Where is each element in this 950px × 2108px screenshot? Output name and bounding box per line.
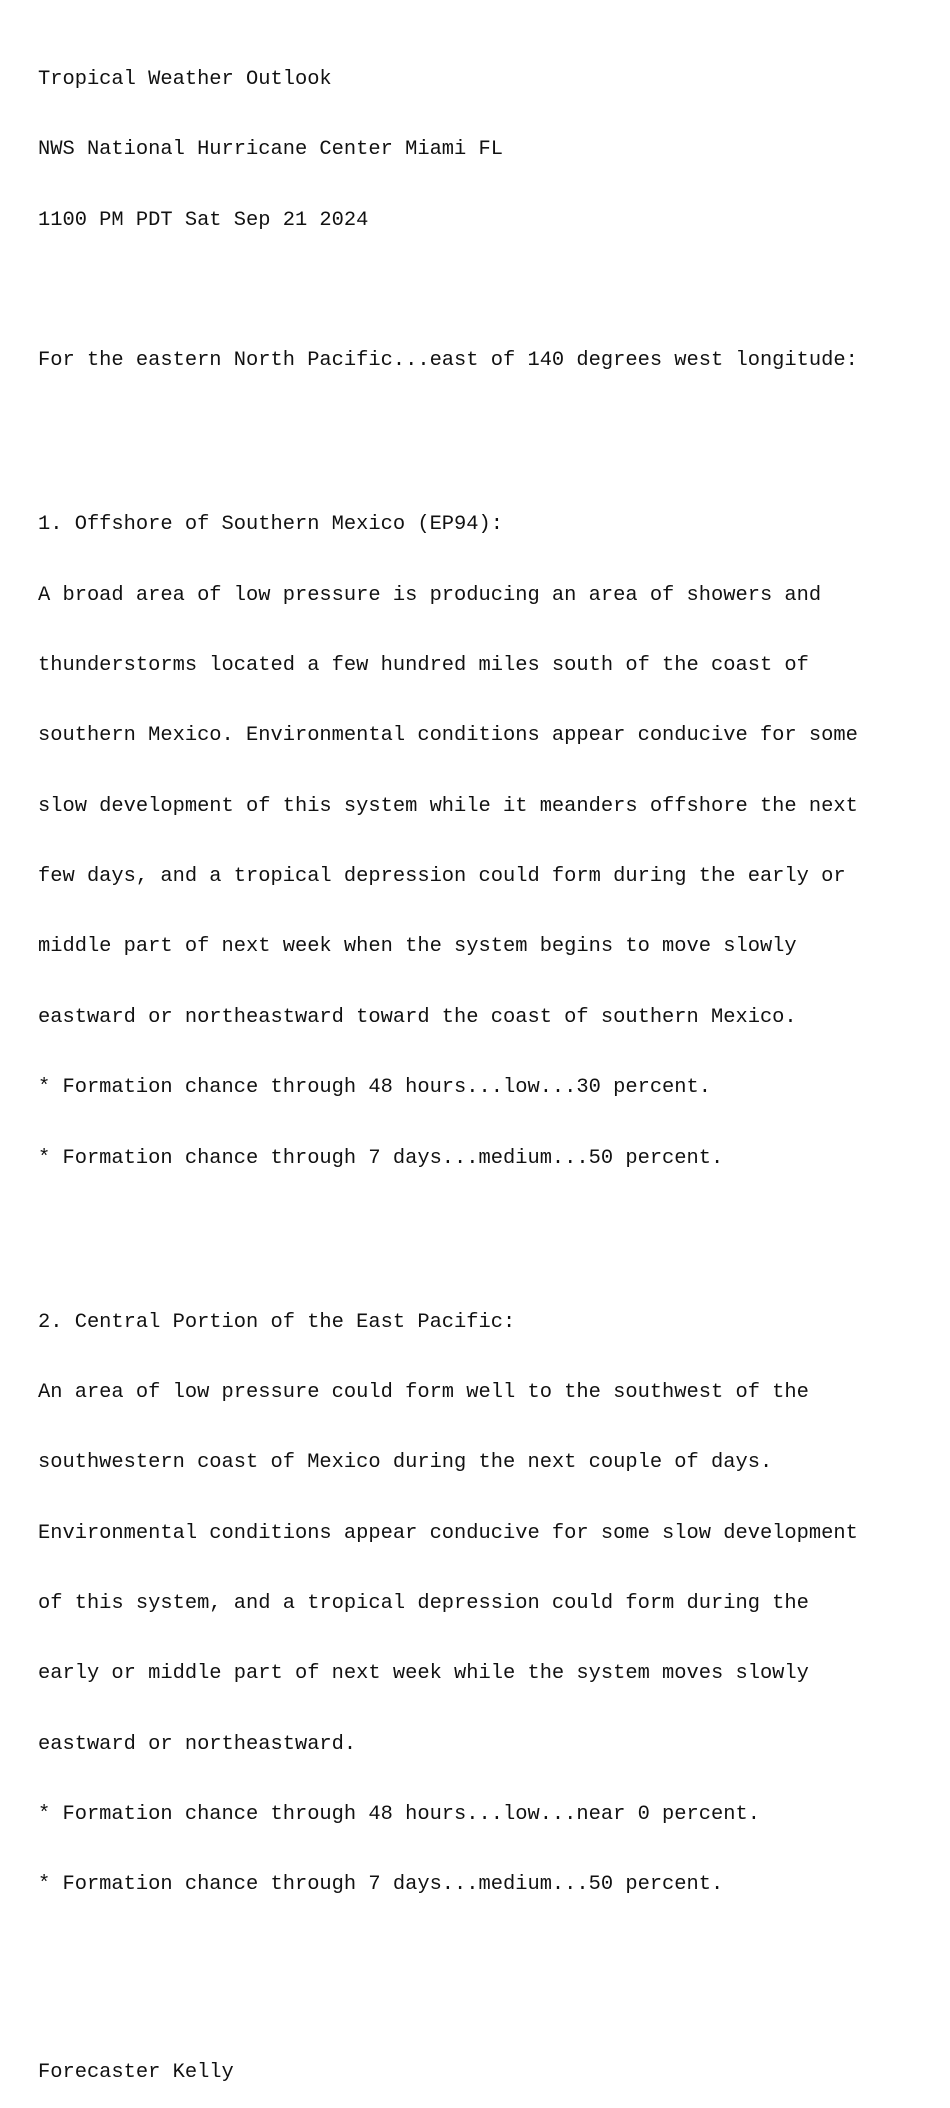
system-2-text-line: of this system, and a tropical depression could form during the — [38, 1592, 809, 1616]
system-2-text-line: southwestern coast of Mexico during the next couple of days. — [38, 1451, 773, 1475]
region-statement: For the eastern North Pacific...east of 140 degrees west longitude: — [38, 349, 858, 373]
system-2-text-line: Environmental conditions appear conducive for some slow development — [38, 1521, 858, 1545]
blank-line — [38, 279, 858, 302]
blank-line — [38, 420, 858, 443]
system-2-text-line: eastward or northeastward. — [38, 1732, 357, 1756]
system-1-text-line: few days, and a tropical depression could form during the early or — [38, 865, 846, 889]
system-2-chance-48h: * Formation chance through 48 hours...low...near 0 percent. — [38, 1803, 760, 1827]
system-2-chance-7d: * Formation chance through 7 days...medium...50 percent. — [38, 1873, 724, 1897]
system-1-text-line: southern Mexico. Environmental conditions appear conducive for some — [38, 724, 858, 748]
system-1-text-line: thunderstorms located a few hundred miles south of the coast of — [38, 654, 809, 678]
system-1-chance-48h: * Formation chance through 48 hours...low...30 percent. — [38, 1076, 712, 1100]
issuing-office: NWS National Hurricane Center Miami FL — [38, 138, 503, 162]
system-2-text-line: An area of low pressure could form well to the southwest of the — [38, 1381, 809, 1404]
blank-lines — [38, 1944, 858, 1991]
outlook-document — [38, 21, 858, 2108]
system-1-text-line: eastward or northeastward toward the coast of southern Mexico. — [38, 1005, 797, 1029]
system-1-chance-7d: * Formation chance through 7 days...medium...50 percent. — [38, 1146, 724, 1170]
product-title: Tropical Weather Outlook — [38, 67, 332, 91]
blank-line — [38, 1217, 858, 1240]
system-1-text-line: slow development of this system while it meanders offshore the next — [38, 794, 858, 818]
system-1-title: 1. Offshore of Southern Mexico (EP94): — [38, 513, 503, 537]
system-1-text-line: A broad area of low pressure is producing an area of showers and — [38, 583, 822, 607]
system-1-text-line: middle part of next week when the system begins to move slowly — [38, 935, 797, 959]
issue-time: 1100 PM PDT Sat Sep 21 2024 — [38, 208, 369, 232]
system-2-text-line: early or middle part of next week while the system moves slowly — [38, 1662, 809, 1686]
forecaster-signature: Forecaster Kelly — [38, 2061, 234, 2084]
system-2-title: 2. Central Portion of the East Pacific: — [38, 1310, 516, 1334]
